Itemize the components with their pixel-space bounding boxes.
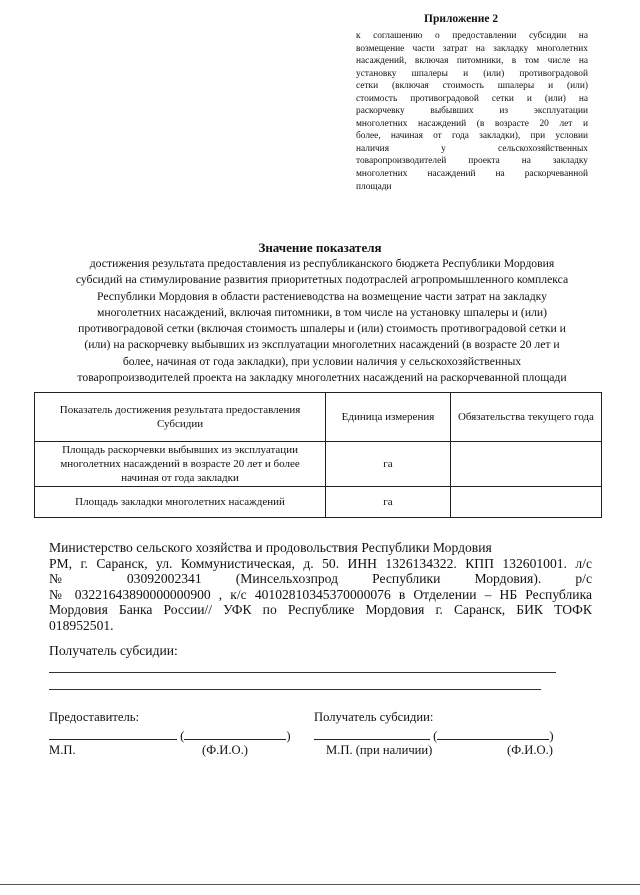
open-paren: ( bbox=[180, 729, 185, 743]
intro-line: более, начиная от года закладки), при условии наличия у сельскохозяйственных bbox=[122, 354, 522, 368]
indicator-table bbox=[34, 392, 602, 518]
appendix-line: площади bbox=[356, 181, 392, 192]
table-cell bbox=[450, 442, 601, 487]
appendix-line: наличия у сельскохозяйственных bbox=[356, 143, 588, 154]
recipient-fio: (Ф.И.О.) bbox=[507, 743, 553, 757]
appendix-line: насаждений, включая питомники, в том числе на bbox=[356, 56, 588, 67]
recipient-label: Получатель субсидии: bbox=[49, 643, 178, 658]
appendix-line: установку шпалеры и (или) противоградовой bbox=[356, 68, 588, 79]
org-line: 018952501. bbox=[49, 617, 114, 633]
table-row bbox=[35, 487, 602, 518]
table-cell: га bbox=[326, 442, 451, 487]
intro-line: Республики Мордовия в области растениеводства на возмещение части затрат на закладку bbox=[96, 289, 548, 303]
open-paren: ( bbox=[433, 729, 438, 743]
appendix-line: раскорчевку выбывших из эксплуатации bbox=[356, 106, 588, 117]
table-cell: га bbox=[326, 487, 451, 518]
org-line: № 03221643890000000900 , к/с 40102810345370000076 в Отделении – НБ Республика bbox=[49, 586, 592, 602]
appendix-text bbox=[356, 30, 588, 193]
intro-line: противоградовой сетки (включая стоимость шпалеры и (или) стоимость противоградовой сетки и bbox=[78, 322, 566, 336]
page-edge-line bbox=[0, 884, 640, 885]
provider-fio: (Ф.И.О.) bbox=[202, 743, 248, 757]
intro-line: достижения результата предоставления из республиканского бюджета Республики Мордовия bbox=[89, 257, 555, 270]
appendix-line: сетки (включая стоимость шпалеры и (или) bbox=[356, 81, 588, 92]
provider-label: Предоставитель: bbox=[49, 710, 139, 724]
appendix-title: Приложение 2 bbox=[424, 13, 499, 25]
page-heading: Значение показателя bbox=[258, 240, 382, 255]
table-row bbox=[35, 442, 602, 487]
intro-line: (или) на раскорчевку выбывших из эксплуатации многолетних насаждений (в возрасте 20 лет и bbox=[84, 338, 560, 352]
table-cell bbox=[450, 487, 601, 518]
table-header-cell: Обязательства текущего года bbox=[450, 393, 601, 442]
intro-line: многолетних насаждений, включая питомники, в том числе на установку шпалеры и (или) bbox=[96, 305, 548, 319]
appendix-line: многолетних насаждений (в возрасте 20 лет и bbox=[356, 118, 588, 129]
fio-blank bbox=[437, 726, 549, 740]
recipient-line bbox=[49, 689, 541, 690]
appendix-line: более, начиная от года закладки), при условии bbox=[356, 131, 588, 142]
recipient-stamp: М.П. (при наличии) bbox=[326, 743, 433, 757]
recipient-signature-block bbox=[314, 726, 554, 744]
recipient-signature-label: Получатель субсидии: bbox=[314, 710, 434, 724]
org-line: Мордовия Банка России// УФК по Республике Мордовия г. Саранск, БИК ТОФК bbox=[49, 602, 592, 617]
table-cell: Площадь раскорчевки выбывших из эксплуатации многолетних насаждений в возрасте 20 лет и более начиная от года закладки bbox=[35, 442, 326, 487]
intro-line: субсидий на стимулирование развития приоритетных подотраслей агропромышленного комплекса bbox=[75, 273, 569, 287]
signature-blank bbox=[314, 726, 430, 740]
table-header-row bbox=[35, 393, 602, 442]
intro-paragraph bbox=[50, 256, 594, 386]
org-line: РМ, г. Саранск, ул. Коммунистическая, д. 50. ИНН 1326134322. КПП 132601001. л/с bbox=[49, 555, 592, 571]
table-cell: Площадь закладки многолетних насаждений bbox=[35, 487, 326, 518]
appendix-line: многолетних насаждений на раскорчеванной bbox=[356, 169, 588, 180]
table-header-cell: Показатель достижения результата предоставления Субсидии bbox=[35, 393, 326, 442]
close-paren: ) bbox=[286, 729, 291, 743]
appendix-line: товаропроизводителей проекта на закладку bbox=[356, 156, 588, 167]
table-header-cell: Единица измерения bbox=[326, 393, 451, 442]
intro-line: товаропроизводителей проекта на закладку многолетних насаждений на раскорчеванной площади bbox=[77, 371, 567, 385]
organization-details bbox=[49, 540, 592, 633]
close-paren: ) bbox=[549, 729, 554, 743]
provider-stamp: М.П. bbox=[49, 743, 76, 757]
org-line: Министерство сельского хозяйства и продовольствия Республики Мордовия bbox=[49, 540, 492, 555]
provider-signature-block bbox=[49, 726, 291, 744]
signature-blank bbox=[49, 726, 177, 740]
recipient-line bbox=[49, 672, 556, 673]
fio-blank bbox=[184, 726, 286, 740]
appendix-line: к соглашению о предоставлении субсидии на bbox=[356, 31, 588, 41]
org-line: № 03092002341 (Минсельхозпрод Республики Мордовия). р/с bbox=[49, 571, 592, 586]
appendix-line: возмещение части затрат на закладку многолетних bbox=[356, 43, 588, 54]
appendix-line: стоимость противоградовой сетки и (или) на bbox=[356, 93, 588, 104]
